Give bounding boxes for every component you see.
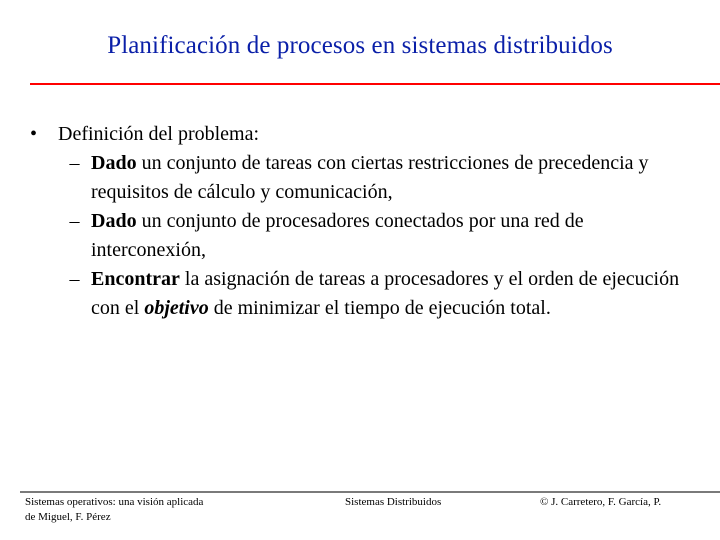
footer-authors: © J. Carretero, F. García, P.: [540, 496, 662, 508]
slide-title: Planificación de procesos en sistemas distribuidos: [107, 32, 613, 59]
sub-item-emphasis: objetivo: [144, 297, 209, 319]
sub-item-1: [58, 149, 700, 207]
sub-item-body: un conjunto de tareas con ciertas restricciones de precedencia y requisitos de cálculo y comunicación,: [91, 152, 649, 203]
footer-left-line1: Sistemas operativos: una visión aplicada: [25, 496, 204, 508]
slide-body: [30, 120, 700, 323]
footer-divider: [20, 491, 720, 493]
sub-item-tail: de minimizar el tiempo de ejecución total.: [208, 297, 551, 319]
sub-item-lead: Dado: [91, 210, 137, 232]
sub-item-3: [58, 265, 700, 323]
sub-item-text: [91, 265, 700, 323]
sub-item-2: [58, 207, 700, 265]
main-bullet: [30, 120, 700, 149]
footer-book-credit: [25, 495, 285, 525]
dash-marker: –: [69, 210, 80, 232]
title-divider: [30, 83, 720, 85]
sub-item-body: la asignación de tareas a procesadores y el orden de ejecución con el: [91, 268, 680, 319]
sub-item-text: [91, 207, 700, 265]
sub-item-lead: Dado: [91, 152, 137, 174]
sub-item-text: [91, 149, 700, 207]
dash-marker: –: [69, 268, 80, 290]
sub-item-body: un conjunto de procesadores conectados por una red de interconexión,: [91, 210, 584, 261]
dash-marker: –: [69, 152, 80, 174]
bullet-text: Definición del problema:: [58, 123, 260, 145]
sub-item-lead: Encontrar: [91, 268, 180, 290]
footer-section: Sistemas Distribuidos: [345, 496, 442, 508]
footer-left-line2: de Miguel, F. Pérez: [25, 511, 111, 523]
sub-list: [58, 149, 700, 323]
bullet-marker: •: [30, 123, 38, 145]
